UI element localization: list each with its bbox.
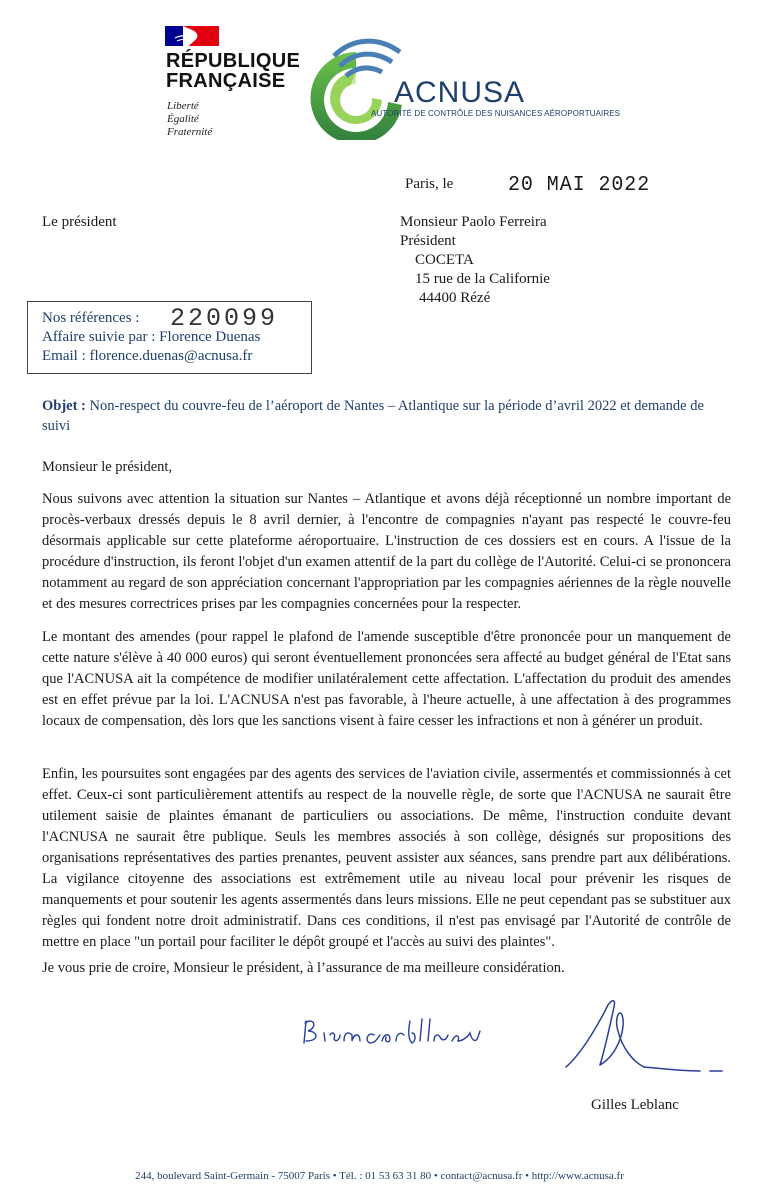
acnusa-org-subtitle: AUTORITÉ DE CONTRÔLE DES NUISANCES AÉROPORTUAIRES <box>371 109 621 118</box>
subject-text: Non-respect du couvre-feu de l’aéroport de Nantes – Atlantique sur la période d’avril 2022 et demande de suivi <box>42 398 704 434</box>
date-label: Paris, le <box>405 176 454 192</box>
signature <box>560 995 730 1085</box>
recipient-title: Président <box>400 233 456 249</box>
recipient-street: 15 rue de la Californie <box>415 271 550 287</box>
gov-title-line1: RÉPUBLIQUE <box>166 50 301 72</box>
contact-email: Email : florence.duenas@acnusa.fr <box>42 348 253 364</box>
greeting: Monsieur le président, <box>42 459 173 475</box>
recipient-address <box>400 213 550 308</box>
follow-up-contact: Affaire suivie par : Florence Duenas <box>42 329 261 345</box>
reference-number: 220099 <box>170 304 279 333</box>
motto <box>167 100 212 139</box>
references-box <box>27 301 312 374</box>
subject-label: Objet : <box>42 398 86 414</box>
recipient-city: 44400 Rézé <box>419 290 491 306</box>
republique-francaise-title <box>166 51 300 91</box>
marianne-logo <box>165 26 219 46</box>
signer-name: Gilles Leblanc <box>591 1097 679 1113</box>
closing-formula: Je vous prie de croire, Monsieur le président, à l’assurance de ma meilleure considération. <box>42 960 565 976</box>
motto-line1: Liberté <box>167 100 199 112</box>
gov-title-line2: FRANÇAISE <box>166 70 286 92</box>
references-label: Nos références : <box>42 310 140 326</box>
body-paragraph-2: Le montant des amendes (pour rappel le plafond de l'amende susceptible d'être prononcée pour un manquement de cette nature s'élève à 40 000 euros) qui seront éventuellement prononcées sera affecté au budget général de l'Etat sans que l'ACNUSA ait la compétence de modifier unilatéralement cette affectation. L'affectation du produit des amendes est en effet prévue par la loi. L'ACNUSA n'est pas favorable, à l'heure actuelle, à une affectation à des programmes locaux de compensation, dès lors que les sanctions visent à faire cesser les infractions et non à générer un produit. <box>42 629 731 729</box>
acnusa-org-name: ACNUSA <box>394 76 526 109</box>
recipient-organization: COCETA <box>415 252 474 268</box>
motto-line2: Égalité <box>167 113 199 125</box>
footer-contact: 244, boulevard Saint-Germain - 75007 Paris • Tél. : 01 53 63 31 80 • contact@acnusa.fr • http://www.acnusa.fr <box>135 1170 624 1182</box>
body-paragraph-3: Enfin, les poursuites sont engagées par des agents des services de l'aviation civile, assermentés et commissionnés à cet effet. Ceux-ci sont particulièrement attentifs au respect de la nouvelle règle, de sorte que l'ACNUSA ne saurait être utilement saisie de plaintes émanant de particuliers ou associations. De même, l'instruction conduite devant l'ACNUSA ne saurait être publique. Seuls les membres associés à son collège, désignés sur propositions des organisations représentatives des parties prenantes, peuvent assister aux séances, sans prendre part aux délibérations. La vigilance citoyenne des associations est extrêmement utile au niveau local pour prévenir les risques de manquements et pour soutenir les agents assermentés dans leurs missions. Elle ne peut cependant pas se substituer aux règles qui fondent notre droit administratif. Dans ces conditions, il n'est pas envisagé par l'Autorité de contrôle de mettre en place "un portail pour faciliter le dépôt groupé et l'accès au suivi des plaintes". <box>42 766 731 950</box>
recipient-name: Monsieur Paolo Ferreira <box>400 214 547 230</box>
body-paragraph-1: Nous suivons avec attention la situation sur Nantes – Atlantique et avons déjà réceptionné un nombre important de procès-verbaux dressés depuis le 8 avril dernier, à l'encontre de compagnies n'ayant pas respecté le couvre-feu désormais applicable sur cette plateforme aéroportuaire. L'instruction de ces dossiers est en cours. A l'issue de la procédure d'instruction, ils feront l'objet d'un examen attentif de la part du collège de l'Autorité. Celui-ci se prononcera notamment au regard de son appréciation concernant l'appropriation par les compagnies aériennes de la règle nouvelle et des mesures correctrices prises par les compagnies concernées pour la respecter. <box>42 491 731 612</box>
handwritten-note <box>300 1011 490 1051</box>
sender: Le président <box>42 214 117 230</box>
acnusa-logo-icon <box>304 30 408 140</box>
motto-line3: Fraternité <box>167 126 213 138</box>
letter-subject <box>42 396 732 436</box>
date-stamp: 20 MAI 2022 <box>508 174 651 197</box>
